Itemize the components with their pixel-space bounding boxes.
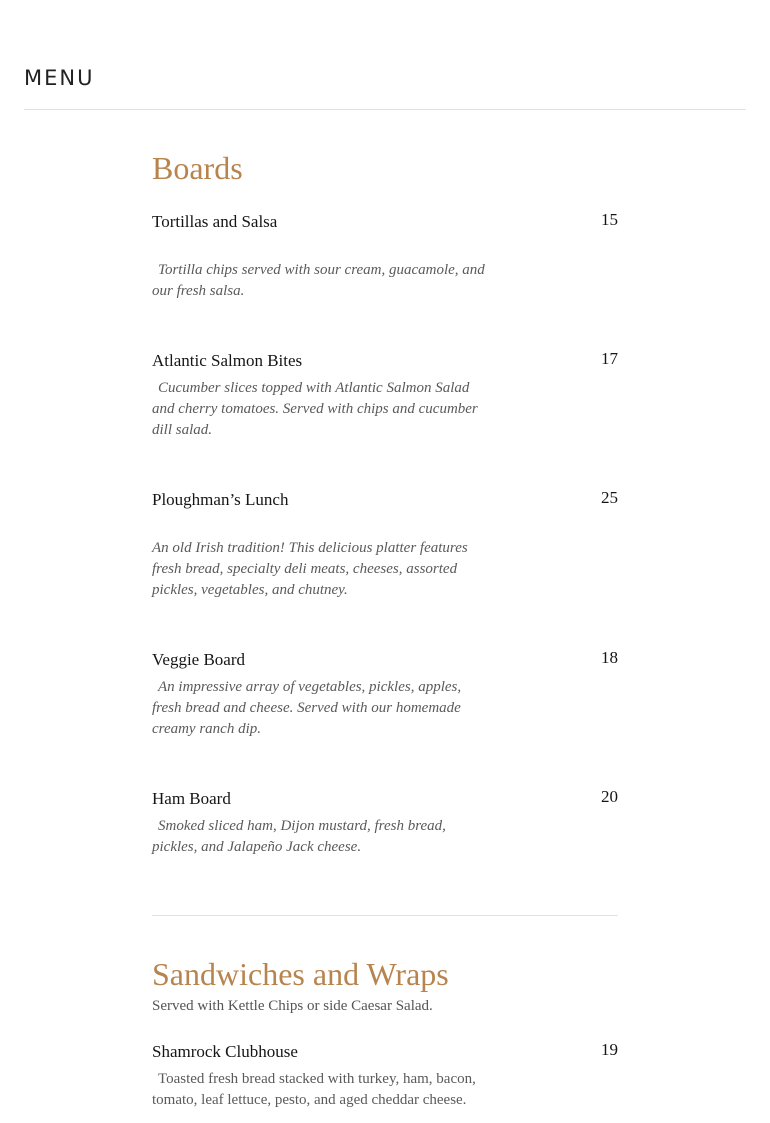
menu-item-name: Ploughman’s Lunch: [152, 490, 289, 509]
menu-item-name: Veggie Board: [152, 650, 246, 669]
menu-item-description: Smoked sliced ham, Dijon mustard, fresh bread, pickles, and Jalapeño Jack cheese.: [152, 818, 446, 855]
menu-item-description: An old Irish tradition! This delicious platter features fresh bread, specialty deli meats, cheeses, assorted pickles, vegetables, and chutney.: [152, 540, 468, 598]
menu-item-name: Shamrock Clubhouse: [152, 1042, 298, 1061]
menu-item-name: Tortillas and Salsa: [152, 212, 278, 231]
menu-item-price: 19: [601, 1040, 618, 1059]
section-note: Served with Kettle Chips or side Caesar Salad.: [152, 998, 433, 1014]
menu-item-description: Tortilla chips served with sour cream, guacamole, and our fresh salsa.: [152, 262, 485, 299]
page-title: MENU: [24, 66, 95, 90]
menu-item-price: 25: [601, 488, 618, 507]
page-header: [24, 0, 746, 110]
menu-item-name: Ham Board: [152, 789, 231, 808]
menu-item-price: 17: [601, 349, 618, 368]
menu-item-price: 15: [601, 210, 618, 229]
menu-item-price: 18: [601, 648, 618, 667]
menu-item-description: An impressive array of vegetables, pickles, apples, fresh bread and cheese. Served with our homemade creamy ranch dip.: [152, 679, 462, 737]
section-divider: [152, 915, 618, 916]
menu-item-name: Atlantic Salmon Bites: [152, 351, 303, 370]
section-title-sandwiches: Sandwiches and Wraps: [152, 956, 449, 992]
section-title-boards: Boards: [152, 150, 243, 186]
menu-item-description: Toasted fresh bread stacked with turkey, ham, bacon, tomato, leaf lettuce, pesto, and aged cheddar cheese.: [152, 1071, 476, 1108]
menu-item-price: 20: [601, 787, 618, 806]
menu-item-description: Cucumber slices topped with Atlantic Salmon Salad and cherry tomatoes. Served with chips and cucumber dill salad.: [152, 380, 478, 438]
